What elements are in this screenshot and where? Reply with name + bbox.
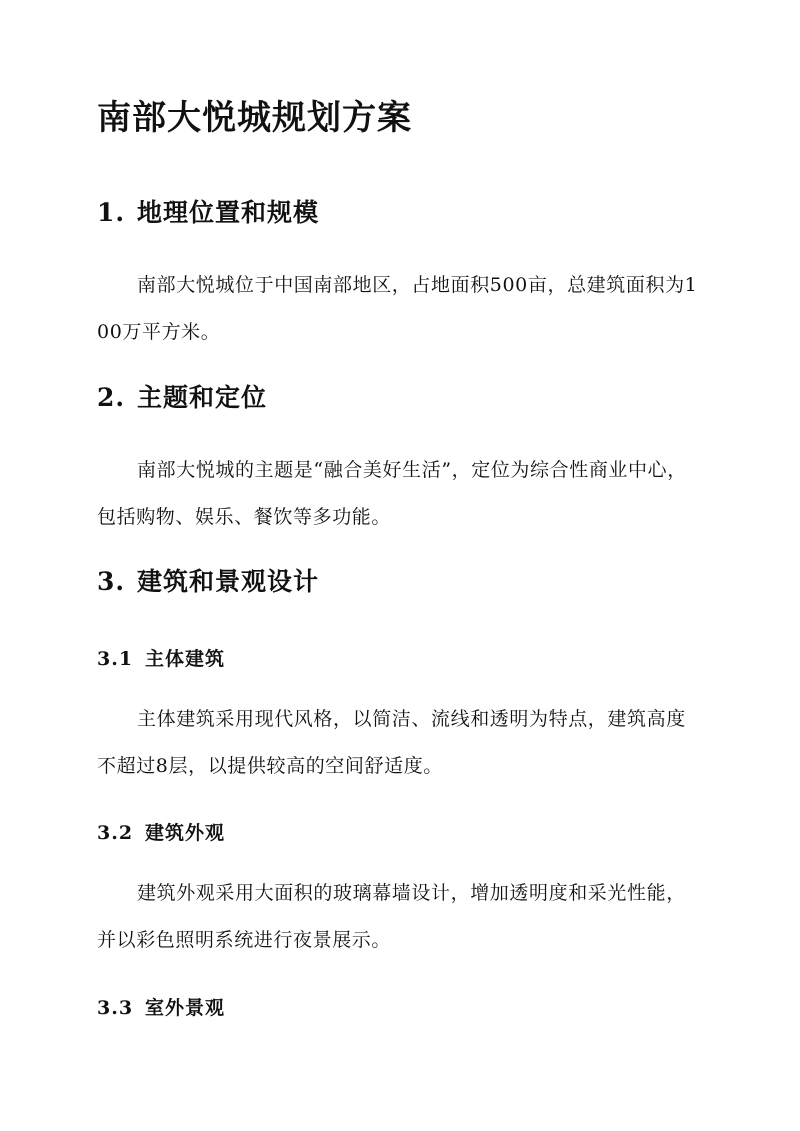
- subsection-3-1-title: 主体建筑: [145, 648, 226, 670]
- subsection-3-2-title: 建筑外观: [145, 822, 226, 844]
- section-2-number: 2.: [97, 383, 126, 412]
- section-2-heading: [97, 382, 267, 414]
- subsection-3-2-heading: [97, 820, 225, 846]
- subsection-3-1-paragraph: 主体建筑采用现代风格，以简洁、流线和透明为特点，建筑高度不超过8层，以提供较高的空间舒适度。: [97, 708, 686, 777]
- subsection-3-3-heading: [97, 995, 225, 1021]
- section-1-paragraph: 南部大悦城位于中国南部地区，占地面积500亩，总建筑面积为100万平方米。: [97, 274, 698, 343]
- section-2-title: 主题和定位: [137, 383, 268, 412]
- section-1-number: 1.: [97, 198, 126, 227]
- section-2-paragraph: 南部大悦城的主题是“融合美好生活”，定位为综合性商业中心，包括购物、娱乐、餐饮等多功能。: [97, 459, 687, 528]
- subsection-3-2-number: 3.2: [97, 822, 134, 844]
- section-3-title: 建筑和景观设计: [137, 567, 320, 596]
- subsection-3-3-number: 3.3: [97, 997, 134, 1019]
- subsection-3-1-heading: [97, 646, 225, 672]
- section-1-title: 地理位置和规模: [137, 198, 320, 227]
- subsection-3-1-number: 3.1: [97, 648, 134, 670]
- section-3-number: 3.: [97, 567, 126, 596]
- subsection-3-2-paragraph: 建筑外观采用大面积的玻璃幕墙设计，增加透明度和采光性能，并以彩色照明系统进行夜景展示。: [97, 882, 686, 951]
- subsection-3-3-title: 室外景观: [145, 997, 226, 1019]
- document-title: 南部大悦城规划方案: [97, 98, 412, 138]
- section-1-heading: [97, 197, 319, 229]
- section-3-heading: [97, 566, 319, 598]
